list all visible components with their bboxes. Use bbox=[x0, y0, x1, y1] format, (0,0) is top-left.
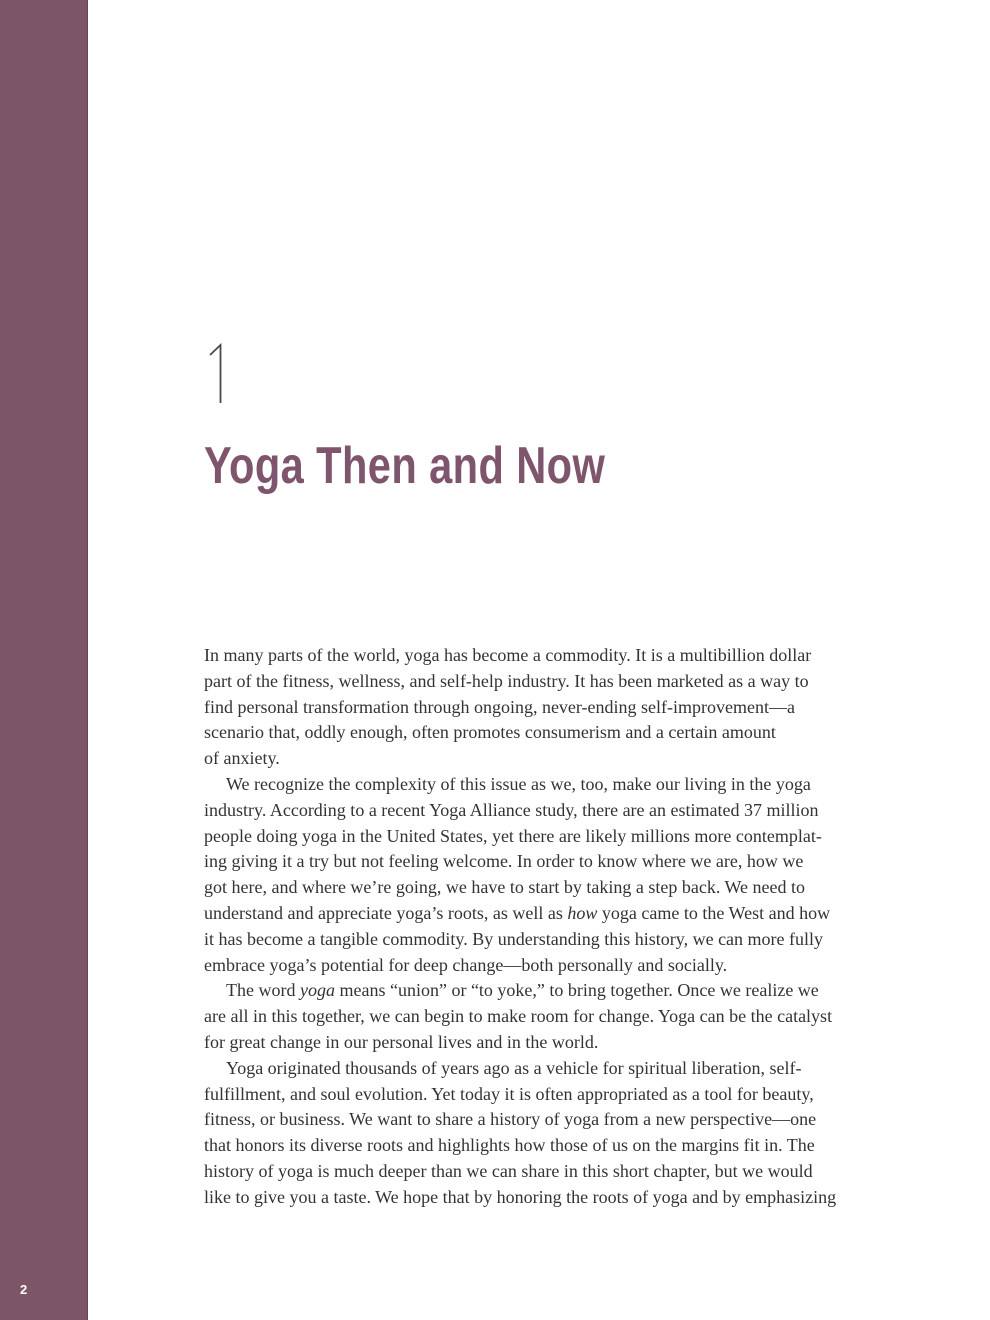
text-line: history of yoga is much deeper than we can share in this short chapter, but we would bbox=[204, 1160, 813, 1181]
page-number: 2 bbox=[20, 1282, 28, 1297]
paragraph bbox=[204, 978, 904, 1055]
chapter-number-glyph bbox=[207, 343, 229, 405]
page-content bbox=[204, 0, 924, 1320]
body-text bbox=[204, 643, 904, 1211]
text-line: scenario that, oddly enough, often promotes consumerism and a certain amount bbox=[204, 722, 776, 743]
text-line: embrace yoga’s potential for deep change—both personally and socially. bbox=[204, 954, 728, 975]
text-line: that honors its diverse roots and highlights how those of us on the margins fit in. The bbox=[204, 1135, 815, 1156]
text-line: ing giving it a try but not feeling welcome. In order to know where we are, how we bbox=[204, 851, 804, 872]
paragraph bbox=[204, 1056, 904, 1211]
text-line: In many parts of the world, yoga has become a commodity. It is a multibillion dollar bbox=[204, 645, 812, 665]
text-line: it has become a tangible commodity. By understanding this history, we can more fully bbox=[204, 928, 824, 949]
text-line: people doing yoga in the United States, yet there are likely millions more contemplat- bbox=[204, 825, 822, 846]
text-line: part of the fitness, wellness, and self-help industry. It has been marketed as a way to bbox=[204, 670, 809, 691]
chapter-title: Yoga Then and Now bbox=[204, 437, 606, 495]
text-line: of anxiety. bbox=[204, 748, 280, 769]
paragraph bbox=[204, 643, 904, 772]
text-line: The word yoga means “union” or “to yoke,” to bring together. Once we realize we bbox=[226, 980, 819, 1001]
chapter-number bbox=[207, 343, 229, 405]
text-line: fitness, or business. We want to share a history of yoga from a new perspective—one bbox=[204, 1109, 817, 1130]
paragraph bbox=[204, 772, 904, 978]
text-line: like to give you a taste. We hope that by honoring the roots of yoga and by emphasizing bbox=[204, 1186, 837, 1207]
sidebar-band bbox=[0, 0, 88, 1320]
text-line: got here, and where we’re going, we have to start by taking a step back. We need to bbox=[204, 877, 806, 898]
text-line: We recognize the complexity of this issue as we, too, make our living in the yoga bbox=[226, 773, 811, 794]
text-line: fulfillment, and soul evolution. Yet today it is often appropriated as a tool for beauty, bbox=[204, 1083, 814, 1104]
text-line: Yoga originated thousands of years ago as a vehicle for spiritual liberation, self- bbox=[226, 1057, 802, 1078]
text-line: for great change in our personal lives and in the world. bbox=[204, 1031, 599, 1052]
text-line: industry. According to a recent Yoga Alliance study, there are an estimated 37 million bbox=[204, 799, 819, 820]
text-line: find personal transformation through ongoing, never-ending self-improvement—a bbox=[204, 696, 795, 717]
text-line: understand and appreciate yoga’s roots, as well as how yoga came to the West and how bbox=[204, 902, 831, 923]
chapter-number-text bbox=[207, 405, 208, 406]
text-line: are all in this together, we can begin to make room for change. Yoga can be the catalyst bbox=[204, 1006, 833, 1027]
